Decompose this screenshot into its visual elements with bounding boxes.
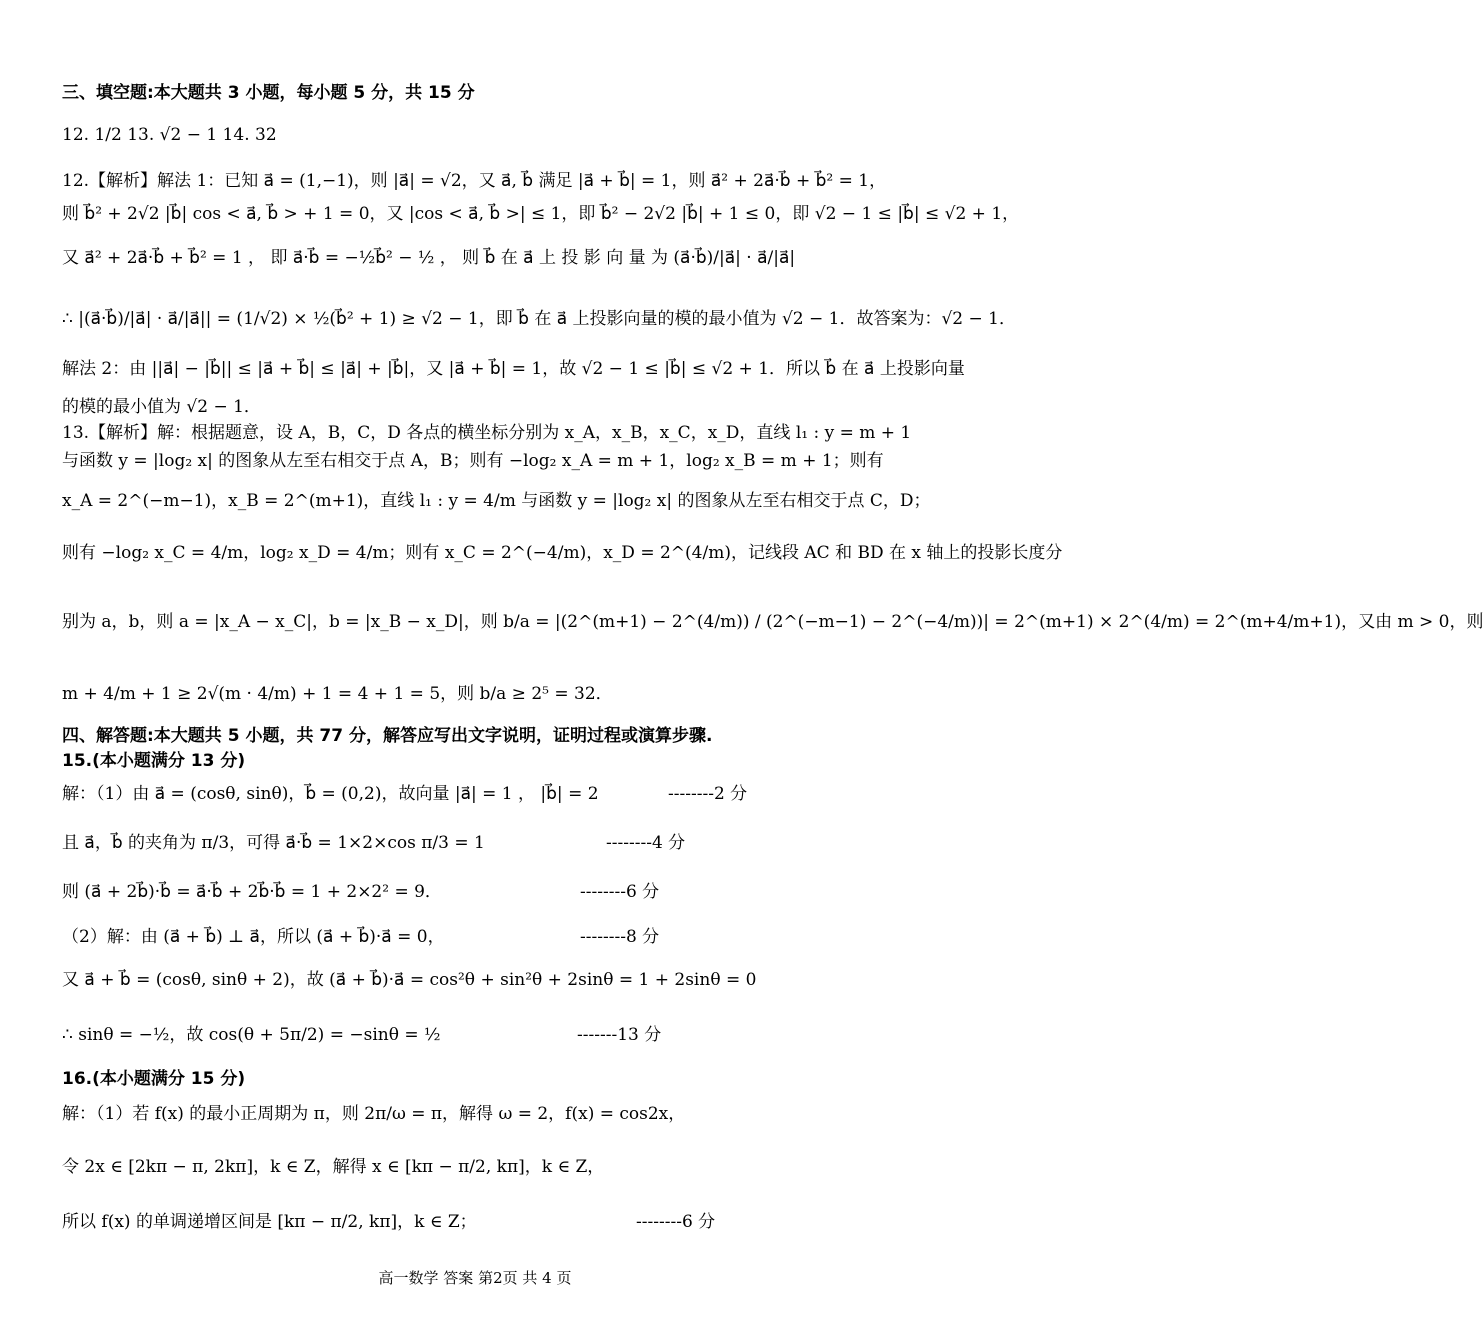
solution-line: m + 4/m + 1 ≥ 2√(m · 4/m) + 1 = 4 + 1 = 5，则 b/a ≥ 2⁵ = 32． — [62, 684, 613, 704]
step-text: 解：（1）若 f(x) 的最小正周期为 π，则 2π/ω = π，解得 ω = 2，f(x) = cos2x， — [62, 1104, 686, 1124]
solution-line: ∴ |(a⃗·b⃗)/|a⃗| · a⃗/|a⃗|| = (1/√2) × ½(b⃗² + 1) ≥ √2 − 1，即 b⃗ 在 a⃗ 上投影向量的模的最小值为 √2 − 1．故答案为：√2 − 1． — [62, 309, 1016, 329]
step-score: -------13 分 — [577, 1025, 662, 1045]
page-footer: 高一数学 答案 第2页 共 4 页 — [378, 1269, 572, 1287]
solution-line: 的模的最小值为 √2 − 1． — [62, 397, 261, 417]
solution-line: 别为 a，b，则 a = |x_A − x_C|，b = |x_B − x_D|，则 b/a = |(2^(m+1) − 2^(4/m)) / (2^(−m−1) − 2^(−4/m))| = 2^(m+1) × 2^(4/m) = 2^(m+4/m+1)，又由 m > 0，则 — [62, 612, 1483, 632]
step-text: 所以 f(x) 的单调递增区间是 [kπ − π/2, kπ]，k ∈ Z； — [62, 1212, 477, 1232]
solution-line: 解法 2：由 ||a⃗| − |b⃗|| ≤ |a⃗ + b⃗| ≤ |a⃗| + |b⃗|，又 |a⃗ + b⃗| = 1，故 √2 − 1 ≤ |b⃗| ≤ √2 + 1．所以 b⃗ 在 a⃗ 上投影向量 — [62, 359, 965, 379]
question-15-title: 15.(本小题满分 13 分) — [62, 751, 246, 771]
step-text: 且 a⃗，b⃗ 的夹角为 π/3，可得 a⃗·b⃗ = 1×2×cos π/3 = 1 — [62, 833, 485, 853]
solution-line: 又 a⃗² + 2a⃗·b⃗ + b⃗² = 1 ， 即 a⃗·b⃗ = −½b⃗² − ½ ， 则 b⃗ 在 a⃗ 上 投 影 向 量 为 (a⃗·b⃗)/|a⃗| · a⃗/|a⃗| — [62, 248, 796, 268]
step-text: 令 2x ∈ [2kπ − π, 2kπ]，k ∈ Z，解得 x ∈ [kπ − π/2, kπ]，k ∈ Z， — [62, 1157, 605, 1177]
solution-line: 13.【解析】解：根据题意，设 A，B，C，D 各点的横坐标分别为 x_A，x_B，x_C，x_D，直线 l₁ : y = m + 1 — [62, 423, 912, 443]
section-4-heading: 四、解答题:本大题共 5 小题，共 77 分，解答应写出文字说明，证明过程或演算步骤. — [62, 726, 713, 746]
step-score: --------8 分 — [580, 927, 660, 947]
step-text: 则 (a⃗ + 2b⃗)·b⃗ = a⃗·b⃗ + 2b⃗·b⃗ = 1 + 2×2² = 9． — [62, 882, 442, 902]
solution-line: 则 b⃗² + 2√2 |b⃗| cos < a⃗, b⃗ > + 1 = 0，又 |cos < a⃗, b⃗ >| ≤ 1，即 b⃗² − 2√2 |b⃗| + 1 ≤ 0，即 √2 − 1 ≤ |b⃗| ≤ √2 + 1， — [62, 204, 1020, 224]
step-score: --------6 分 — [636, 1212, 716, 1232]
step-text: 解：（1）由 a⃗ = (cosθ, sinθ)，b⃗ = (0,2)，故向量 |a⃗| = 1 ， |b⃗| = 2 — [62, 784, 599, 804]
question-16-title: 16.(本小题满分 15 分) — [62, 1069, 246, 1089]
solution-line: 12.【解析】解法 1：已知 a⃗ = (1,−1)，则 |a⃗| = √2，又 a⃗, b⃗ 满足 |a⃗ + b⃗| = 1，则 a⃗² + 2a⃗·b⃗ + b⃗² = 1， — [62, 171, 887, 191]
step-score: --------6 分 — [580, 882, 660, 902]
step-score: --------2 分 — [668, 784, 748, 804]
fill-in-answers: 12. 1/2 13. √2 − 1 14. 32 — [62, 125, 277, 145]
step-score: --------4 分 — [606, 833, 686, 853]
step-text: ∴ sinθ = −½，故 cos(θ + 5π/2) = −sinθ = ½ — [62, 1025, 441, 1045]
step-text: 又 a⃗ + b⃗ = (cosθ, sinθ + 2)，故 (a⃗ + b⃗)·a⃗ = cos²θ + sin²θ + 2sinθ = 1 + 2sinθ = 0 — [62, 970, 757, 990]
solution-line: 与函数 y = |log₂ x| 的图象从左至右相交于点 A，B；则有 −log₂ x_A = m + 1，log₂ x_B = m + 1；则有 — [62, 451, 884, 471]
step-text: （2）解：由 (a⃗ + b⃗) ⊥ a⃗，所以 (a⃗ + b⃗)·a⃗ = 0， — [62, 927, 445, 947]
solution-line: 则有 −log₂ x_C = 4/m，log₂ x_D = 4/m；则有 x_C = 2^(−4/m)，x_D = 2^(4/m)，记线段 AC 和 BD 在 x 轴上的投影长度分 — [62, 543, 1063, 563]
section-3-heading: 三、填空题:本大题共 3 小题，每小题 5 分，共 15 分 — [62, 83, 475, 103]
solution-line: x_A = 2^(−m−1)，x_B = 2^(m+1)，直线 l₁ : y = 4/m 与函数 y = |log₂ x| 的图象从左至右相交于点 C，D； — [62, 491, 931, 511]
